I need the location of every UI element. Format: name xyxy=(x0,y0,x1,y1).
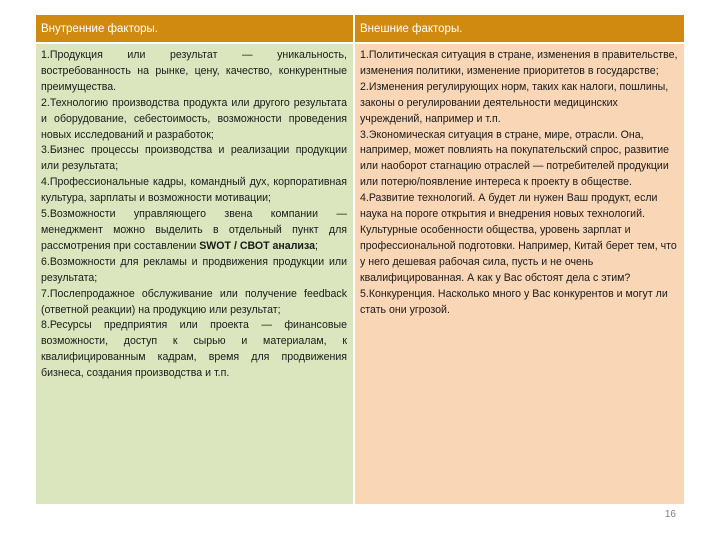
factors-table xyxy=(36,15,684,504)
internal-item-1: 1.Продукция или результат — уникальность, востребованность на рынке, цену, качество, конкурентные преимущества. xyxy=(41,49,347,93)
internal-item-2: 2.Технологию производства продукта или другого результата и оборудование, себестоимость, возможности проведения новых исследований и разработок; xyxy=(41,96,347,141)
swot-analysis-term: SWOT / СВОТ анализа xyxy=(199,239,315,252)
external-factors-cell xyxy=(354,44,684,504)
internal-item-5-after: ; xyxy=(314,239,318,252)
table-header-row xyxy=(36,15,684,42)
page-number: 16 xyxy=(664,509,676,520)
internal-item-3: 3.Бизнес процессы производства и реализации продукции или результата; xyxy=(41,144,347,173)
internal-item-5 xyxy=(41,207,347,255)
internal-item-5-text: 5.Возможности управляющего звена компании — менеджмент можно выделить в отдельный пункт для рассмотрения при составлении xyxy=(41,208,347,252)
external-item-1: 1.Политическая ситуация в стране, изменения в правительстве, изменения политики, изменение приоритетов в государстве; xyxy=(360,49,678,77)
external-item-4: 4.Развитие технологий. А будет ли нужен Ваш продукт, если наука на пороге открытия и внедрения новых технологий. Культурные особенности общества, уровень зарплат и профессиональной подготовки. Например, Китай берет тем, что у него дешевая рабочая сила, пусть и не очень квалифицированная. А как у Вас обстоят дела с этим? xyxy=(360,192,677,284)
internal-factors-cell xyxy=(36,44,354,504)
internal-item-8: 8.Ресурсы предприятия или проекта — финансовые возможности, доступ к сырью и материалам, к квалифицированным кадрам, время для продвижения бизнеса, создания производства и т.п. xyxy=(41,319,347,380)
table-body-row xyxy=(36,44,684,504)
internal-factors-header: Внутренние факторы. xyxy=(36,15,354,42)
external-item-3: 3.Экономическая ситуация в стране, мире, отрасли. Она, например, может повлиять на покупательский спрос, развитие или наоборот стагнацию отраслей — потребителей продукции или потерю/появление интереса к проекту в обществе. xyxy=(360,128,670,189)
internal-item-7: 7.Послепродажное обслуживание или получение feedback (ответной реакции) на продукцию или результат; xyxy=(41,287,347,316)
external-item-2: 2.Изменения регулирующих норм, таких как налоги, пошлины, законы о регулировании деятельности медицинских учреждений, например и т.п. xyxy=(360,80,669,125)
internal-item-4: 4.Профессиональные кадры, командный дух, корпоративная культура, зарплаты и возможности мотивации; xyxy=(41,176,347,205)
external-factors-header: Внешние факторы. xyxy=(354,15,684,42)
internal-item-6: 6.Возможности для рекламы и продвижения продукции или результата; xyxy=(41,255,347,284)
external-item-5: 5.Конкуренция. Насколько много у Вас конкурентов и могут ли стать они угрозой. xyxy=(360,287,668,316)
